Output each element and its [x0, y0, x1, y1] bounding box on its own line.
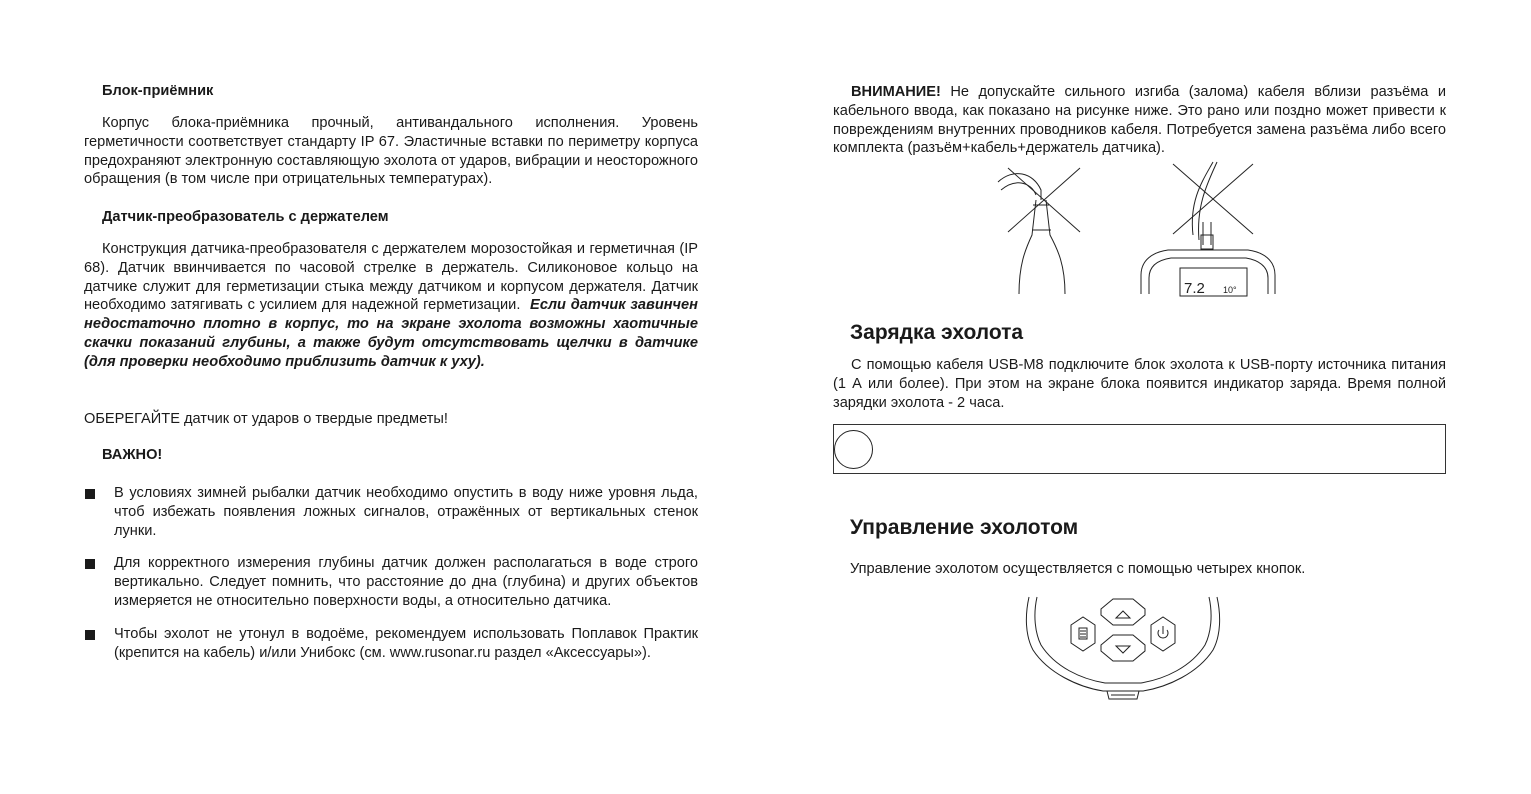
list-item: Для корректного измерения глубины датчик должен располагаться в воде строго вертикально. Следует помнить, что расстояние до дна (глубина) и других объектов измеряется не относительно поверхности воды, а относительно датчика. [84, 554, 698, 610]
control-buttons-illustration [1023, 595, 1223, 707]
list-item: Чтобы эхолот не утонул в водоёме, рекомендуем использовать Поплавок Практик (крепится на кабель) и/или Унибокс (см. www.rusonar.ru раздел «Аксессуары»). [84, 625, 698, 663]
down-arrow-icon [1116, 646, 1130, 653]
receiver-heading: Блок-приёмник [102, 83, 214, 99]
up-arrow-icon [1116, 611, 1130, 618]
control-text: Управление эхолотом осуществляется с помощью четырех кнопок. [850, 561, 1306, 577]
control-heading: Управление эхолотом [850, 516, 1079, 539]
attention-label: ВНИМАНИЕ! [851, 84, 941, 100]
protect-text: ОБЕРЕГАЙТЕ датчик от ударов о твердые предметы! [84, 411, 448, 427]
figure-small-readout: 10° [1223, 285, 1237, 295]
up-button [1101, 599, 1145, 625]
sensor-text-body: Конструкция датчика-преобразователя с держателем морозостойкая и герметичная (IP 68). Датчик ввинчивается по часовой стрелке в держатель. Силиконовое кольцо на датчике служит для герметизации стыка между датчиком и корпусом держателя. Датчик необходимо затягивать с усилием для надежной герметизации. [84, 241, 698, 314]
power-button [1151, 617, 1175, 651]
attention-paragraph [833, 83, 1446, 158]
note-box [833, 424, 1446, 474]
receiver-text: Корпус блока-приёмника прочный, антивандального исполнения. Уровень герметичности соответствует стандарту IP 67. Эластичные вставки по периметру корпуса предохраняют электронную составляющую эхолота от ударов, вибрации и неосторожного обращения (в том числе при отрицательных температурах). [84, 115, 698, 188]
cross-mark-icon [1008, 168, 1080, 232]
note-circle-icon [834, 430, 873, 469]
list-item: В условиях зимней рыбалки датчик необходимо опустить в воду ниже уровня льда, чтоб избежать появления ложных сигналов, отражённых от вертикальных стенок лунки. [84, 484, 698, 540]
important-list [84, 484, 698, 662]
bullet-square-icon [85, 559, 95, 569]
bullet-square-icon [85, 489, 95, 499]
charging-heading: Зарядка эхолота [850, 321, 1024, 344]
figure-depth-readout: 7.2 [1184, 280, 1205, 297]
menu-button [1071, 617, 1095, 651]
sensor-heading: Датчик-преобразователь с держателем [102, 209, 389, 225]
down-button [1101, 635, 1145, 661]
device-drawing [1141, 162, 1275, 297]
important-heading: ВАЖНО! [102, 447, 163, 463]
cross-mark-icon [1173, 164, 1253, 234]
sensor-holder-drawing [998, 174, 1065, 294]
bullet-square-icon [85, 630, 95, 640]
attention-text: Не допускайте сильного изгиба (залома) кабеля вблизи разъёма и кабельного ввода, как показано на рисунке ниже. Это рано или поздно может привести к повреждениям внутренних проводников кабеля. Потребуется замена разъёма либо всего комплекта (разъём+кабель+держатель датчика). [833, 84, 1446, 157]
sensor-text [84, 240, 698, 372]
cable-bend-illustration [1003, 160, 1293, 296]
sensor-warning: Если датчик завинчен недостаточно плотно в корпус, то на экране эхолота возможны хаотичные скачки показаний глубины, а также будут отсутствовать щелчки в датчике (для проверки необходимо приблизить датчик к уху). [84, 297, 698, 370]
charging-text: С помощью кабеля USB-M8 подключите блок эхолота к USB-порту источника питания (1 А или более). При этом на экране блока появится индикатор заряда. Время полной зарядки эхолота - 2 часа. [833, 357, 1446, 411]
